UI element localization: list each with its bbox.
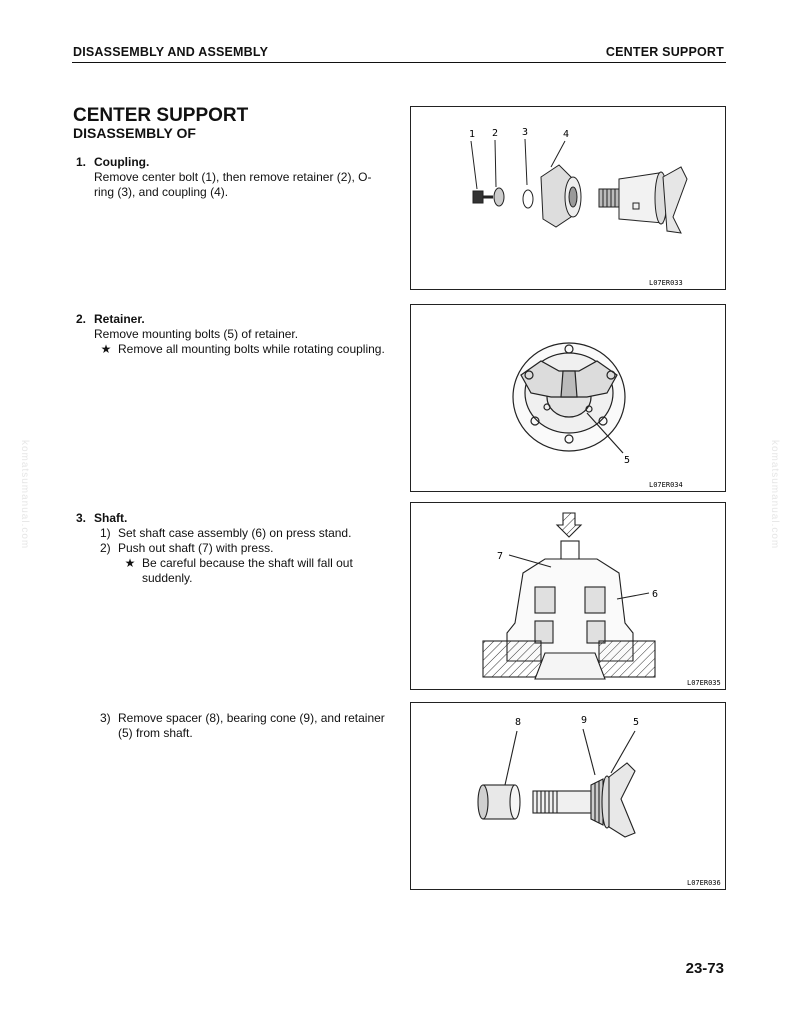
substep-text: Push out shaft (7) with press. (118, 541, 274, 555)
substep-text: Remove spacer (8), bearing cone (9), and retainer (5) from shaft. (118, 711, 385, 740)
step-3-heading: Shaft. (94, 511, 128, 525)
figure-shaft-parts (410, 702, 726, 890)
header-section-title: DISASSEMBLY AND ASSEMBLY (73, 45, 269, 59)
figure-code: L07ER033 (649, 279, 683, 287)
figure-label: 5 (624, 455, 631, 466)
page-title: CENTER SUPPORT (73, 105, 249, 126)
figure-shaft-press (410, 502, 726, 690)
figure-label: 1 (469, 129, 476, 140)
figure-code: L07ER036 (687, 879, 721, 887)
page-subtitle: DISASSEMBLY OF (73, 125, 196, 141)
figure-label: 8 (515, 717, 522, 728)
figure-label: 2 (492, 128, 499, 139)
figure-code: L07ER035 (687, 679, 721, 687)
step-3-number: 3. (76, 511, 87, 525)
figure-label: 5 (633, 717, 640, 728)
step-3-note: Be careful because the shaft will fall out suddenly. (142, 556, 353, 585)
step-3-substep-3 (76, 711, 386, 741)
figure-coupling (410, 106, 726, 290)
substep-text: Set shaft case assembly (6) on press stand. (118, 526, 352, 540)
figure-label: 9 (581, 715, 588, 726)
figure-label: 7 (497, 551, 504, 562)
figure-label: 6 (652, 589, 659, 600)
header-topic-title: CENTER SUPPORT (605, 45, 724, 59)
step-2 (76, 312, 386, 357)
step-2-body: Remove mounting bolts (5) of retainer. (94, 327, 299, 341)
step-3 (76, 511, 386, 586)
substep-number: 1) (100, 526, 111, 540)
coupling-illustration (411, 107, 725, 289)
page-number: 23-73 (685, 960, 724, 977)
step-2-number: 2. (76, 312, 87, 326)
watermark-left: komatsumanual.com (19, 440, 30, 550)
step-1-number: 1. (76, 155, 87, 169)
step-1-heading: Coupling. (94, 155, 150, 169)
step-1-body: Remove center bolt (1), then remove retainer (2), O-ring (3), and coupling (4). (94, 170, 372, 199)
step-1 (76, 155, 386, 200)
star-icon: ★ (124, 556, 136, 570)
figure-code: L07ER034 (649, 481, 683, 489)
watermark-right: komatsumanual.com (769, 440, 780, 550)
step-2-heading: Retainer. (94, 312, 145, 326)
shaft-press-illustration (411, 503, 725, 689)
step-2-note: Remove all mounting bolts while rotating coupling. (118, 342, 385, 356)
substep-number: 3) (100, 711, 111, 725)
header-rule (72, 62, 726, 63)
substep-number: 2) (100, 541, 111, 555)
figure-retainer (410, 304, 726, 492)
star-icon: ★ (100, 342, 112, 356)
shaft-parts-illustration (411, 703, 725, 889)
retainer-illustration (411, 305, 725, 491)
figure-label: 4 (563, 129, 570, 140)
figure-label: 3 (522, 127, 529, 138)
